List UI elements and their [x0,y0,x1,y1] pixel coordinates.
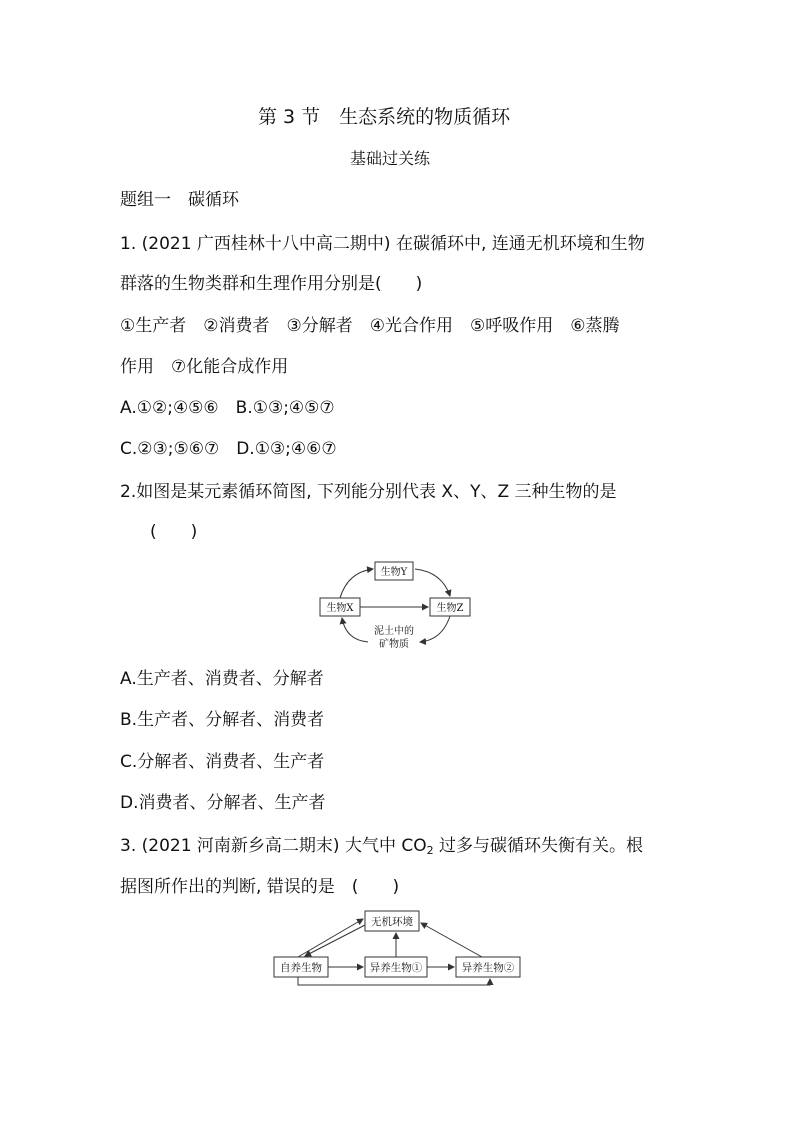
q1-choices-cd: C.②③;⑤⑥⑦ D.①③;④⑥⑦ [120,439,337,459]
abiotic-env-label: 无机环境 [371,916,413,928]
q3-stem-line1 [120,835,643,862]
section-title: 第 3 节 生态系统的物质循环 [258,106,511,128]
q3-stem-line1-text: 3. (2021 河南新乡高二期末) 大气中 CO [120,836,427,856]
q2-choice-a: A.生产者、消费者、分解者 [120,669,324,689]
q1-choices-ab: A.①②;④⑤⑥ B.①③;④⑤⑦ [120,398,335,418]
element-cycle-diagram [310,554,490,654]
arrow-y-to-z [415,569,450,596]
soil-minerals-label-line1: 泥土中的 [374,626,414,637]
q1-stem-line1: 1. (2021 广西桂林十八中高二期中) 在碳循环中, 连通无机环境和生物 [120,234,645,254]
arrow-env-to-auto [305,925,365,956]
carbon-cycle-diagram [270,905,525,987]
organism-x-label: 生物X [326,603,354,614]
q1-stem-line2: 群落的生物类群和生理作用分别是( ) [120,274,423,294]
q2-choice-b: B.生产者、分解者、消费者 [120,710,325,730]
arrow-z-to-soil [420,616,450,642]
q3-stem-line2: 据图所作出的判断, 错误的是 ( ) [120,877,400,897]
organism-z-label: 生物Z [436,603,464,614]
arrow-auto-to-het2 [298,977,490,985]
q2-choice-c: C.分解者、消费者、生产者 [120,752,325,772]
topic-group-heading: 题组一 碳循环 [120,190,239,210]
q2-stem-line2: ( ) [150,522,198,542]
arrow-soil-to-x [342,618,368,642]
q2-stem-line1: 2.如图是某元素循环简图, 下列能分别代表 X、Y、Z 三种生物的是 [120,482,617,502]
q1-options-line1: ①生产者 ②消费者 ③分解者 ④光合作用 ⑤呼吸作用 ⑥蒸腾 [120,316,620,336]
exercise-subtitle: 基础过关练 [350,149,431,168]
arrow-auto-to-env [298,919,363,957]
co2-subscript: 2 [426,844,434,857]
soil-minerals-label-line2: 矿物质 [379,639,409,650]
autotroph-label: 自养生物 [280,962,322,974]
heterotroph-1-label: 异养生物① [369,962,423,974]
heterotroph-2-label: 异养生物② [461,962,515,974]
arrow-x-to-y [340,569,373,598]
organism-y-label: 生物Y [380,567,408,578]
q2-choice-d: D.消费者、分解者、生产者 [120,793,326,813]
arrow-het2-to-env [421,923,482,957]
q3-stem-line1-tail: 过多与碳循环失衡有关。根 [433,836,644,856]
q1-options-line2: 作用 ⑦化能合成作用 [120,357,289,377]
